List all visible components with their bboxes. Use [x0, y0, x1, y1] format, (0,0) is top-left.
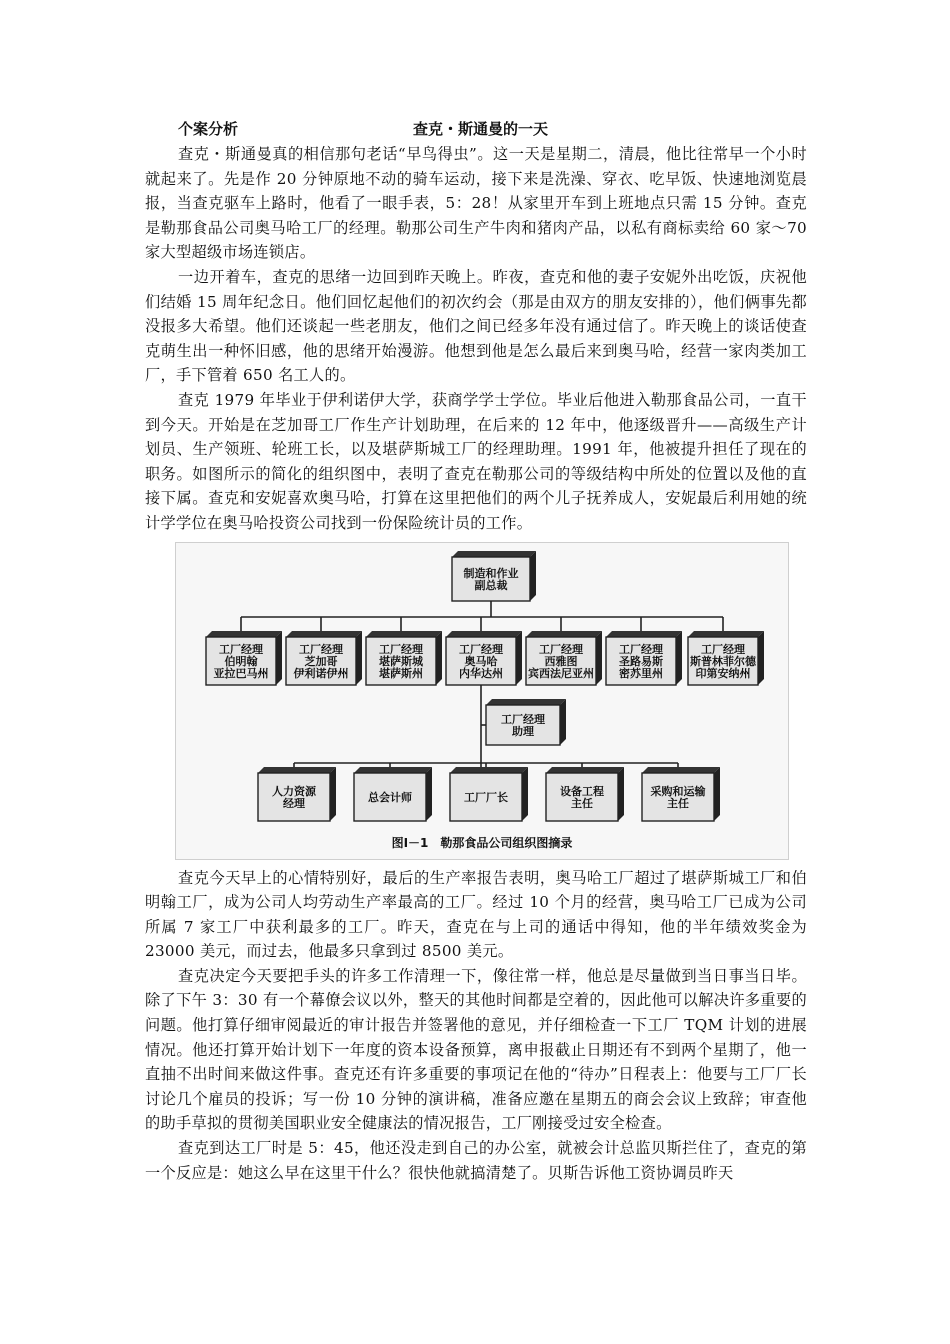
- paragraph-5: 查克决定今天要把手头的许多工作清理一下，像往常一样，他总是尽量做到当日事当日毕。除了下午 3：30 有一个幕僚会议以外，整天的其他时间都是空着的，因此他可以解决许多重要的问题。他打算仔细审阅最近的审计报告并签署他的意见，并仔细检查一下工厂 TQM 计划的进展情况。他还打算开始计划下一年度的资本设备预算，离申报截止日期还有不到两个星期了，他一直抽不出时间来做这件事。查克还有许多重要的事项记在他的“待办”日程表上：他要与工厂厂长讨论几个雇员的投诉；写一份 10 分钟的演讲稿，准备应邀在星期五的商会会议上致辞；审查他的助手草拟的贯彻美国职业安全健康法的情况报告，工厂刚接受过安全检查。: [145, 966, 807, 1133]
- box-label: 奥马哈: [464, 654, 498, 668]
- box-top-face: [688, 631, 764, 637]
- box-side-face: [530, 551, 536, 601]
- box-side-face: [522, 767, 528, 821]
- box-top-face: [642, 767, 720, 773]
- box-label: 助理: [512, 724, 534, 738]
- document-header: [145, 112, 807, 142]
- box-top-face: [526, 631, 602, 637]
- box-label: 总会计师: [368, 790, 412, 804]
- document-page: [145, 112, 807, 1185]
- paragraph-6: 查克到达工厂时是 5：45，他还没走到自己的办公室，就被会计总监贝斯拦住了，查克的第一个反应是：她这么早在这里干什么？很快他就搞清楚了。贝斯告诉他工资协调员昨天: [145, 1139, 807, 1182]
- box-side-face: [758, 631, 764, 685]
- org-chart-figure: [175, 542, 789, 860]
- box-label: 采购和运输: [650, 784, 706, 798]
- box-label: 人力资源: [272, 784, 316, 798]
- box-label: 圣路易斯: [619, 654, 663, 668]
- box-top-face: [206, 631, 282, 637]
- box-side-face: [436, 631, 442, 685]
- box-side-face: [330, 767, 336, 821]
- box-label: 伊利诺伊州: [293, 666, 349, 680]
- box-top-face: [446, 631, 522, 637]
- box-side-face: [676, 631, 682, 685]
- box-label: 主任: [571, 796, 593, 810]
- box-top-face: [366, 631, 442, 637]
- box-label: 经理: [283, 796, 305, 810]
- paragraph-1: 查克・斯通曼真的相信那句老话“早鸟得虫”。这一天是星期二，清晨，他比往常早一个小时就起来了。先是作 20 分钟原地不动的骑车运动，接下来是洗澡、穿衣、吃早饭、快速地浏览晨报，当查克驱车上路时，他看了一眼手表，5：28！从家里开车到上班地点只需 15 分钟。查克是勒那食品公司奥马哈工厂的经理。勒那公司生产牛肉和猪肉产品，以私有商标卖给 60 家～70 家大型超级市场连锁店。: [145, 145, 807, 262]
- box-label: 亚拉巴马州: [213, 666, 269, 680]
- box-side-face: [714, 767, 720, 821]
- box-side-face: [560, 699, 566, 745]
- box-label: 西雅图: [544, 654, 578, 668]
- box-label: 工厂经理: [619, 642, 663, 656]
- box-label: 伯明翰: [224, 654, 258, 668]
- paragraph-3: 查克 1979 年毕业于伊利诺伊大学，获商学学士学位。毕业后他进入勒那食品公司，一直干到今天。开始是在芝加哥工厂作生产计划助理，在后来的 12 年中，他逐级晋升——高级生产计划员、生产领班、轮班工长，以及堪萨斯城工厂的经理助理。1991 年，他被提升担任了现在的职务。如图所示的简化的组织图中，表明了查克在勒那公司的等级结构中所处的位置以及他的直接下属。查克和安妮喜欢奥马哈，打算在这里把他们的两个儿子抚养成人，安妮最后利用她的统计学学位在奥马哈投资公司找到一份保险统计员的工作。: [145, 390, 807, 532]
- box-side-face: [426, 767, 432, 821]
- box-label: 宾西法尼亚州: [528, 666, 594, 680]
- box-top-face: [286, 631, 362, 637]
- box-label: 堪萨斯城: [379, 654, 423, 668]
- box-side-face: [596, 631, 602, 685]
- box-side-face: [516, 631, 522, 685]
- paragraph-4: 查克今天早上的心情特别好，最后的生产率报告表明，奥马哈工厂超过了堪萨斯城工厂和伯明翰工厂，成为公司人均劳动生产率最高的工厂。经过 10 个月的经营，奥马哈工厂已成为公司所属 7 家工厂中获利最多的工厂。昨天，查克在与上司的通话中得知，他的半年绩效奖金为 23000 美元，而过去，他最多只拿到过 8500 美元。: [145, 868, 807, 961]
- box-label: 密苏里州: [619, 666, 663, 680]
- box-top-face: [450, 767, 528, 773]
- box-top-face: [486, 699, 566, 705]
- box-label: 设备工程: [560, 784, 604, 798]
- box-label: 工厂经理: [219, 642, 263, 656]
- box-side-face: [356, 631, 362, 685]
- box-top-face: [452, 551, 536, 557]
- paragraph-2: 一边开着车，查克的思绪一边回到昨天晚上。昨夜，查克和他的妻子安妮外出吃饭，庆祝他们结婚 15 周年纪念日。他们回忆起他们的初次约会（那是由双方的朋友安排的），他们俩事先都没报多大希望。他们还谈起一些老朋友，他们之间已经多年没有通过信了。昨天晚上的谈话使查克萌生出一种怀旧感，他的思绪开始漫游。他想到他是怎么最后来到奥马哈，经营一家肉类加工厂，手下管着 650 名工人的。: [145, 267, 807, 385]
- section-label: 个案分析: [178, 120, 239, 138]
- box-label: 工厂经理: [501, 712, 545, 726]
- box-label: 芝加哥: [304, 654, 338, 668]
- box-top-face: [354, 767, 432, 773]
- org-chart: [176, 543, 788, 859]
- box-top-face: [606, 631, 682, 637]
- box-label: 工厂经理: [539, 642, 583, 656]
- box-label: 印第安纳州: [695, 666, 751, 680]
- case-title: 查克・斯通曼的一天: [413, 120, 549, 138]
- box-side-face: [618, 767, 624, 821]
- box-top-face: [258, 767, 336, 773]
- box-label: 堪萨斯州: [379, 666, 423, 680]
- box-label: 工厂厂长: [464, 790, 508, 804]
- box-label: 制造和作业: [463, 566, 519, 580]
- figure-caption: 图Ⅰ－1 勒那食品公司组织图摘录: [391, 835, 573, 850]
- box-label: 内华达州: [459, 666, 503, 680]
- box-label: 主任: [667, 796, 689, 810]
- box-label: 工厂经理: [299, 642, 343, 656]
- box-label: 副总裁: [474, 578, 508, 592]
- box-label: 工厂经理: [701, 642, 745, 656]
- box-side-face: [276, 631, 282, 685]
- box-label: 工厂经理: [379, 642, 423, 656]
- box-label: 斯普林菲尔德: [690, 654, 756, 668]
- box-top-face: [546, 767, 624, 773]
- box-label: 工厂经理: [459, 642, 503, 656]
